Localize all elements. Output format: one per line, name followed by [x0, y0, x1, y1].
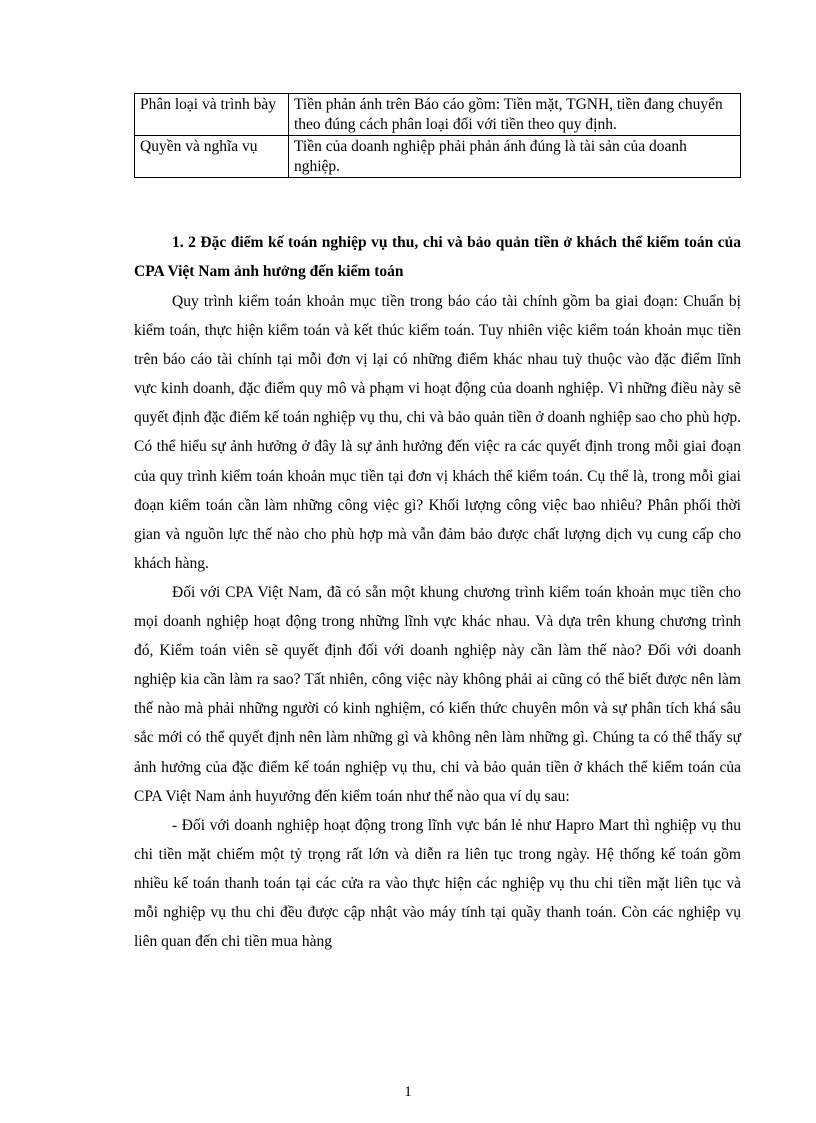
row-label: Phân loại và trình bày [135, 94, 289, 136]
assertion-table [134, 93, 741, 178]
table-row [135, 94, 741, 136]
page-number: 1 [404, 1084, 412, 1100]
row-label: Quyền và nghĩa vụ [135, 136, 289, 178]
body-text [134, 287, 741, 956]
row-content: Tiền phản ánh trên Báo cáo gồm: Tiền mặt, TGNH, tiền đang chuyển theo đúng cách phân loại đối với tiền theo quy định. [289, 94, 741, 136]
paragraph: - Đối với doanh nghiệp hoạt động trong lĩnh vực bán lẻ như Hapro Mart thì nghiệp vụ thu chi tiền mặt chiếm một tỷ trọng rất lớn và diễn ra liên tục trong ngày. Hệ thống kế toán gồm nhiều kế toán thanh toán tại các cửa ra vào thực hiện các nghiệp vụ thu chi tiền mặt liên tục và mỗi nghiệp vụ thu chi đều được cập nhật vào máy tính tại quầy thanh toán. Còn các nghiệp vụ liên quan đến chi tiền mua hàng [134, 816, 741, 951]
paragraph: Quy trình kiểm toán khoản mục tiền trong báo cáo tài chính gồm ba giai đoạn: Chuẩn bị kiểm toán, thực hiện kiểm toán và kết thúc kiểm toán. Tuy nhiên việc kiểm toán khoản mục tiền trên báo cáo tài chính tại mỗi đơn vị lại có những điểm khác nhau tuỳ thuộc vào đặc điểm lĩnh vực kinh doanh, đặc điểm quy mô và phạm vi hoạt động của doanh nghiệp. Vì những điều này sẽ quyết định đặc điểm kế toán nghiệp vụ thu, chi và bảo quản tiền ở doanh nghiệp sao cho phù hợp. Có thể hiểu sự ảnh hưởng ở đây là sự ảnh hưởng đến việc ra các quyết định trong mỗi giai đoạn của quy trình kiểm toán khoản mục tiền tại đơn vị khách thể kiểm toán. Cụ thể là, trong mỗi giai đoạn kiểm toán cần làm những công việc gì? Khối lượng công việc bao nhiêu? Phân phối thời gian và nguồn lực thế nào cho phù hợp mà vẫn đảm bảo được chất lượng dịch vụ cung cấp cho khách hàng. [134, 293, 741, 572]
row-content: Tiền của doanh nghiệp phải phản ánh đúng là tài sản của doanh nghiệp. [289, 136, 741, 178]
section-heading: 1. 2 Đặc điểm kế toán nghiệp vụ thu, chi và bảo quản tiền ở khách thể kiểm toán của CPA Việt Nam ảnh hưởng đến kiểm toán [134, 234, 741, 280]
table-row [135, 136, 741, 178]
paragraph: Đối với CPA Việt Nam, đã có sẵn một khung chương trình kiểm toán khoản mục tiền cho mọi doanh nghiệp hoạt động trong những lĩnh vực khác nhau. Và dựa trên khung chương trình đó, Kiểm toán viên sẽ quyết định đối với doanh nghiệp này cần làm thế nào? Đối với doanh nghiệp kia cần làm ra sao? Tất nhiên, công việc này không phải ai cũng có thể biết được nên làm thế nào mà phải những người có kinh nghiệm, có kiến thức chuyên môn và sự phân tích khá sâu sắc mới có thể quyết định nên làm những gì và không nên làm những gì. Chúng ta có thể thấy sự ảnh hưởng của đặc điểm kế toán nghiệp vụ thu, chi và bảo quản tiền ở khách thể kiểm toán của CPA Việt Nam ảnh huyưởng đến kiểm toán như thế nào qua ví dụ sau: [134, 583, 741, 805]
